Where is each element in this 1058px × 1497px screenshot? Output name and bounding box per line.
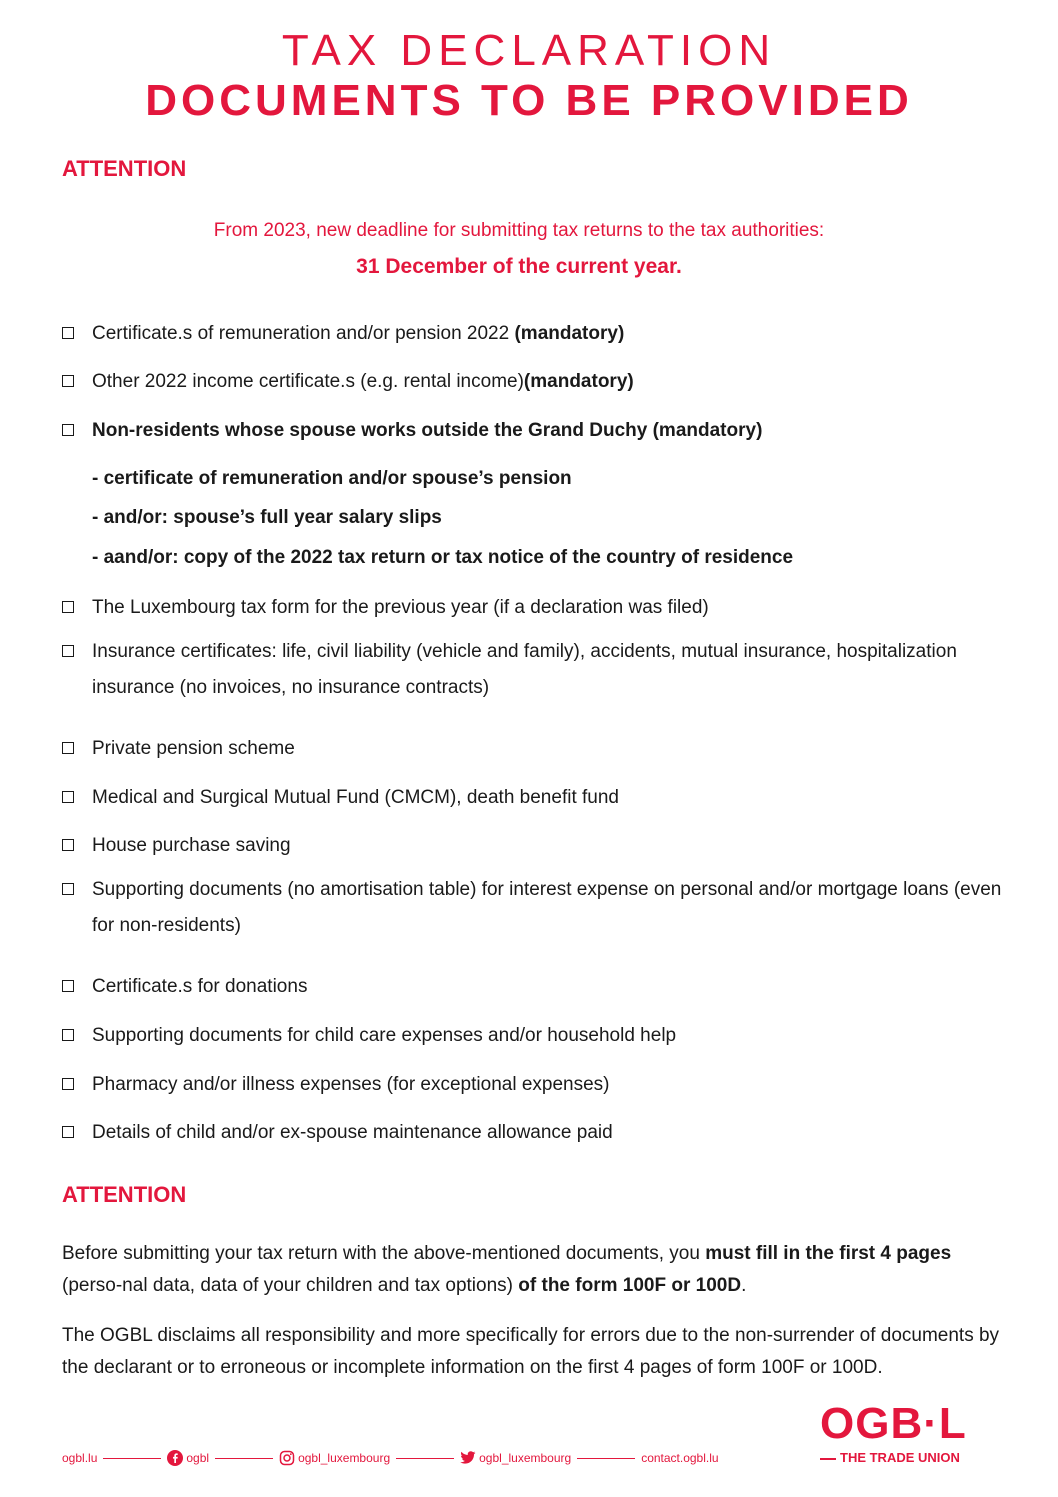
checkbox[interactable] xyxy=(62,645,74,657)
footer-links xyxy=(62,1448,719,1468)
divider xyxy=(103,1458,161,1459)
checkbox[interactable] xyxy=(62,375,74,387)
divider xyxy=(396,1458,454,1459)
email-link[interactable]: contact.ogbl.lu xyxy=(641,1451,719,1465)
facebook-link[interactable]: ogbl xyxy=(186,1451,210,1465)
logo-tagline: THE TRADE UNION xyxy=(820,1450,970,1465)
checkbox[interactable] xyxy=(62,327,74,339)
deadline-date: 31 December of the current year. xyxy=(356,255,682,278)
subitem: - aand/or: copy of the 2022 tax return or tax notice of the country of residence xyxy=(92,547,794,568)
subitem: - certificate of remuneration and/or spouse’s pension xyxy=(92,468,572,489)
page-subtitle: DOCUMENTS TO BE PROVIDED xyxy=(145,76,913,125)
divider xyxy=(577,1458,635,1459)
twitter-icon xyxy=(460,1451,476,1465)
checkbox[interactable] xyxy=(62,1029,74,1041)
subitem: - and/or: spouse’s full year salary slips xyxy=(92,507,442,528)
website-link[interactable]: ogbl.lu xyxy=(62,1451,98,1465)
checkbox[interactable] xyxy=(62,883,74,895)
page-title: TAX DECLARATION xyxy=(281,26,777,75)
instruction-paragraph: Before submitting your tax return with the above-mentioned documents, you must fill in the first 4 pages (perso-nal data, data of your children and tax options) of the form 100F or 100D. xyxy=(62,1243,952,1296)
checkbox[interactable] xyxy=(62,424,74,436)
deadline-notice: From 2023, new deadline for submitting tax returns to the tax authorities: xyxy=(213,220,825,241)
facebook-icon xyxy=(167,1450,183,1466)
instagram-link[interactable]: ogbl_luxembourg xyxy=(298,1451,391,1465)
logo-text: OGB·L xyxy=(820,1399,967,1448)
twitter-link[interactable]: ogbl_luxembourg xyxy=(479,1451,572,1465)
checkbox[interactable] xyxy=(62,791,74,803)
instagram-icon xyxy=(279,1450,295,1466)
disclaimer-paragraph: The OGBL disclaims all responsibility and more specifically for errors due to the non-surrender of documents by the declarant or to erroneous or incomplete information on the first 4 pages of form 100F or 100D. xyxy=(62,1325,1000,1378)
checkbox[interactable] xyxy=(62,742,74,754)
ogbl-logo xyxy=(820,1399,970,1465)
attention-heading: ATTENTION xyxy=(62,156,187,181)
checkbox[interactable] xyxy=(62,601,74,613)
checkbox[interactable] xyxy=(62,839,74,851)
checkbox[interactable] xyxy=(62,980,74,992)
checkbox[interactable] xyxy=(62,1078,74,1090)
divider xyxy=(215,1458,273,1459)
checkbox[interactable] xyxy=(62,1126,74,1138)
attention-heading: ATTENTION xyxy=(62,1182,187,1207)
